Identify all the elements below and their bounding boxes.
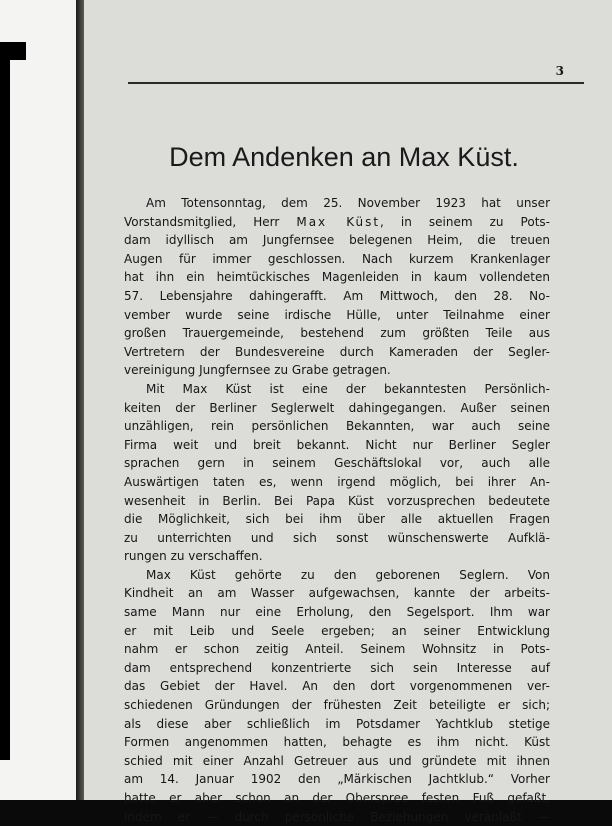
text-line: die Möglichkeit, sich bei ihm über alle aktuellen Fragen: [124, 512, 550, 527]
text-line: hatte er aber schon an der Oberspree festen Fuß gefaßt,: [124, 791, 550, 805]
text-line: vereinigung Jungfernsee zu Grabe getragen.: [124, 363, 391, 378]
text-line: 57. Lebensjahre dahingerafft. Am Mittwoch, den 28. No-: [124, 288, 550, 303]
text-line: er mit Leib und Seele ergeben; an seiner Entwicklung: [124, 623, 550, 638]
text-line: wesenheit in Berlin. Bei Papa Küst vorzusprechen bedeutete: [124, 493, 550, 508]
book-page: [84, 0, 612, 824]
text-line: Am Totensonntag, dem 25. November 1923 hat unser: [146, 196, 550, 210]
text-line: Auswärtigen taten es, wenn irgend möglich, bei ihrer An-: [124, 474, 550, 489]
text-line: hat ihn ein heimtückisches Magenleiden in kaum vollendeten: [124, 270, 550, 285]
text-line: vember wurde seine irdische Hülle, unter Teilnahme einer: [124, 307, 550, 322]
article-body: [124, 194, 550, 826]
text-line: zu unterrichten und sich sonst wünschenswerte Aufklä-: [124, 530, 550, 545]
spaced-name: Max Küst: [296, 214, 381, 229]
text-line: dam idyllisch am Jungfernsee belegenen Heim, die treuen: [124, 233, 550, 248]
adjacent-page-black-mark: [0, 42, 26, 60]
adjacent-page: [0, 0, 76, 800]
text-line: das Gebiet der Havel. An den dort vorgenommenen ver-: [124, 679, 550, 694]
text-line: als diese aber schließlich im Potsdamer Yachtklub stetige: [124, 716, 550, 731]
text-line: Mit Max Küst ist eine der bekanntesten Persönlich-: [146, 381, 550, 396]
adjacent-page-edge-strip: [0, 60, 10, 760]
page-number: 3: [555, 64, 564, 78]
text-line: unzähligen, rein persönlichen Bekannten, war auch seine: [124, 419, 550, 434]
text-line: schied mit einer Anzahl Getreuer aus und gründete mit ihnen: [124, 753, 550, 768]
text-line: Vertretern der Bundesvereine durch Kameraden der Segler-: [124, 344, 550, 359]
text-line: dam entsprechend konzentrierte sich sein Interesse auf: [124, 660, 550, 675]
text-line: same Mann nur eine Erholung, den Segelsport. Ihm war: [124, 605, 550, 620]
header-rule: [128, 82, 584, 84]
text-line: Max Küst gehörte zu den geborenen Seglern. Von: [146, 567, 550, 582]
text-line: Kindheit an am Wasser aufgewachsen, kannte der arbeits-: [124, 586, 550, 601]
article-title: Dem Andenken an Max Küst.: [169, 142, 519, 172]
text-line: Augen für immer geschlossen. Nach kurzem Krankenlager: [124, 251, 550, 266]
text-line: am 14. Januar 1902 den „Märkischen Jachtklub.“ Vorher: [124, 772, 550, 787]
text-line: Firma weit und breit bekannt. Nicht nur Berliner Segler: [124, 437, 550, 452]
text-line: indem er — durch persönliche Beziehungen veranlaßt —: [124, 809, 550, 824]
text-line: sprachen gern in seinem Geschäftslokal vor, auch alle: [124, 456, 550, 471]
text-line: großen Trauergemeinde, bestehend zum größten Teile aus: [124, 326, 550, 341]
text-line: keiten der Berliner Seglerwelt dahingegangen. Außer seinen: [124, 400, 550, 415]
text-line: Formen angenommen hatten, behagte es ihm nicht. Küst: [124, 735, 550, 750]
text-line: nahm er schon zeitig Anteil. Seinem Wohnsitz in Pots-: [124, 642, 550, 657]
text-line: Vorstandsmitglied, Herr Max Küst, in seinem zu Pots-: [124, 214, 550, 229]
text-line: rungen zu verschaffen.: [124, 549, 263, 564]
text-line: schiedenen Gründungen der frühesten Zeit beteiligte er sich;: [124, 698, 550, 713]
book-gutter-shadow: [76, 0, 84, 800]
